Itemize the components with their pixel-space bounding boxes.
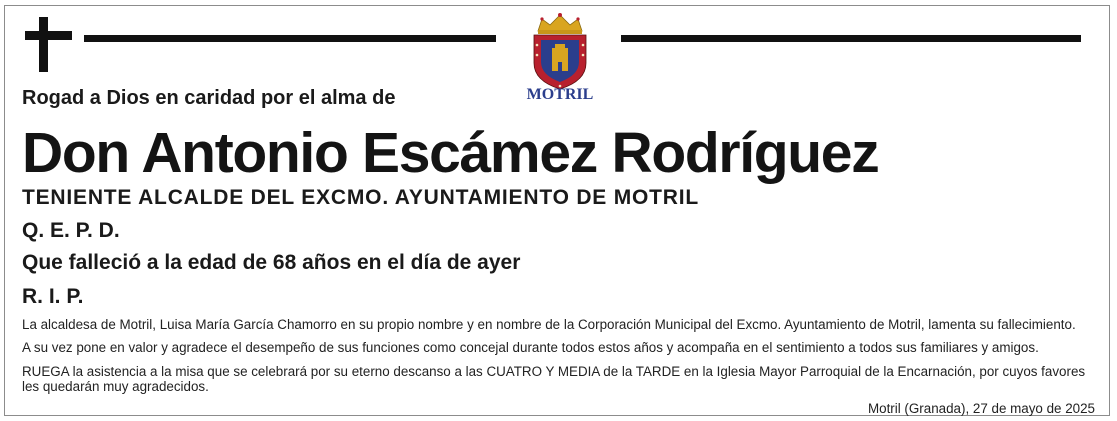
mourning-rule-right: [621, 35, 1081, 42]
death-age-line: Que falleció a la edad de 68 años en el día de ayer: [22, 251, 521, 274]
rip-line: R. I. P.: [22, 285, 84, 308]
deceased-name: Don Antonio Escámez Rodríguez: [22, 121, 879, 185]
deceased-position: TENIENTE ALCALDE DEL EXCMO. AYUNTAMIENTO DE MOTRIL: [22, 186, 700, 209]
svg-text:MOTRIL: MOTRIL: [526, 86, 594, 103]
qepd-line: Q. E. P. D.: [22, 219, 120, 242]
mass-invitation-paragraph: RUEGA la asistencia a la misa que se celebrará por su eterno descanso a las CUATRO Y MEDIA de la TARDE en la Iglesia Mayor Parroquial de la Encarnación, por cuyos favores les quedarán muy agradecidos.: [22, 364, 1086, 394]
motril-coat-of-arms-logo: [524, 11, 596, 105]
intro-line: Rogad a Dios en caridad por el alma de: [22, 87, 396, 109]
mourning-rule-left: [84, 35, 496, 42]
condolence-paragraph: La alcaldesa de Motril, Luisa María García Chamorro en su propio nombre y en nombre de la Corporación Municipal del Excmo. Ayuntamiento de Motril, lamenta su fallecimiento.: [22, 317, 1076, 332]
tribute-paragraph: A su vez pone en valor y agradece el desempeño de sus funciones como concejal durante todos estos años y acompaña en el sentimiento a todos sus familiares y amigos.: [22, 340, 1039, 355]
place-date-signature: Motril (Granada), 27 de mayo de 2025: [867, 401, 1095, 416]
